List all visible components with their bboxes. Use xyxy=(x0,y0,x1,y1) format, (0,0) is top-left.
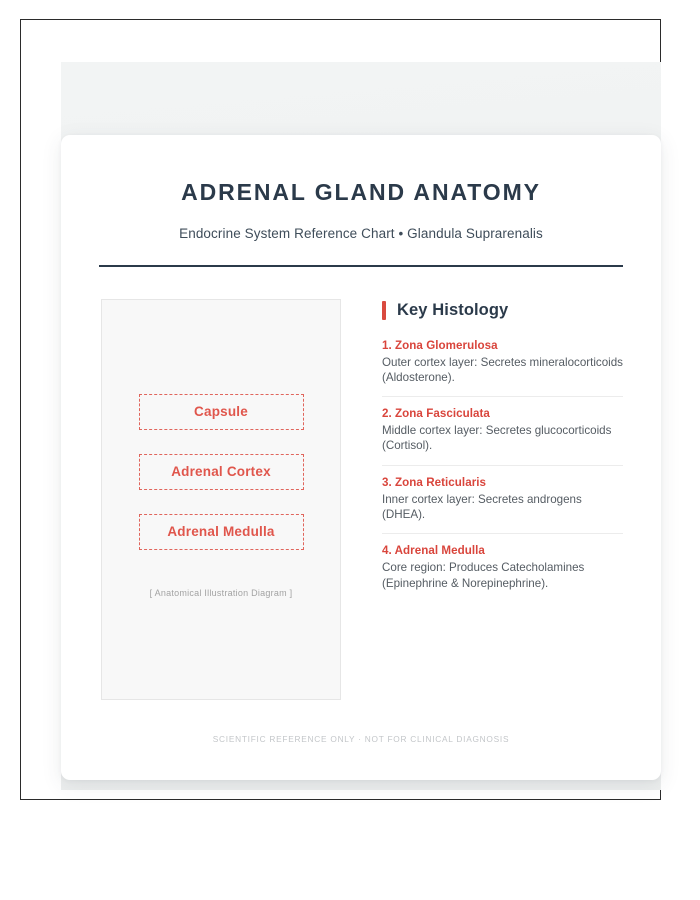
page-frame xyxy=(20,19,661,800)
reference-chart-card xyxy=(61,135,661,780)
illustration-label-group xyxy=(102,394,340,550)
illustration-caption: [ Anatomical Illustration Diagram ] xyxy=(149,587,293,598)
histology-item-description: Core region: Produces Catecholamines (Epinephrine & Norepinephrine). xyxy=(382,561,585,590)
page-subtitle: Endocrine System Reference Chart • Glandula Suprarenalis xyxy=(179,225,543,241)
disclaimer-footer: SCIENTIFIC REFERENCE ONLY · NOT FOR CLINICAL DIAGNOSIS xyxy=(212,734,510,744)
histology-item-title: 3. Zona Reticularis xyxy=(382,475,487,489)
document-body xyxy=(61,267,661,700)
key-histology-header xyxy=(382,301,623,320)
histology-item-description: Outer cortex layer: Secretes mineralocorticoids (Aldosterone). xyxy=(382,355,623,384)
page-title: ADRENAL GLAND ANATOMY xyxy=(181,179,541,205)
illustration-label-capsule[interactable]: Capsule xyxy=(139,394,304,430)
histology-item-description: Middle cortex layer: Secretes glucocorticoids (Cortisol). xyxy=(382,424,612,453)
histology-item-description: Inner cortex layer: Secretes androgens (DHEA). xyxy=(382,492,582,522)
illustration-panel xyxy=(101,299,341,700)
histology-item xyxy=(382,339,623,398)
histology-item-title: 4. Adrenal Medulla xyxy=(382,544,485,558)
accent-bar-icon xyxy=(382,301,386,320)
histology-item xyxy=(382,476,623,535)
histology-item xyxy=(382,544,623,602)
illustration-label-adrenal-cortex[interactable]: Adrenal Cortex xyxy=(139,454,304,490)
key-histology-section xyxy=(382,299,623,612)
histology-item-title: 1. Zona Glomerulosa xyxy=(382,338,498,352)
key-histology-title: Key Histology xyxy=(397,300,509,319)
histology-item-title: 2. Zona Fasciculata xyxy=(382,407,490,421)
histology-item xyxy=(382,407,623,466)
illustration-label-adrenal-medulla[interactable]: Adrenal Medulla xyxy=(139,514,304,550)
document-header xyxy=(61,135,661,267)
